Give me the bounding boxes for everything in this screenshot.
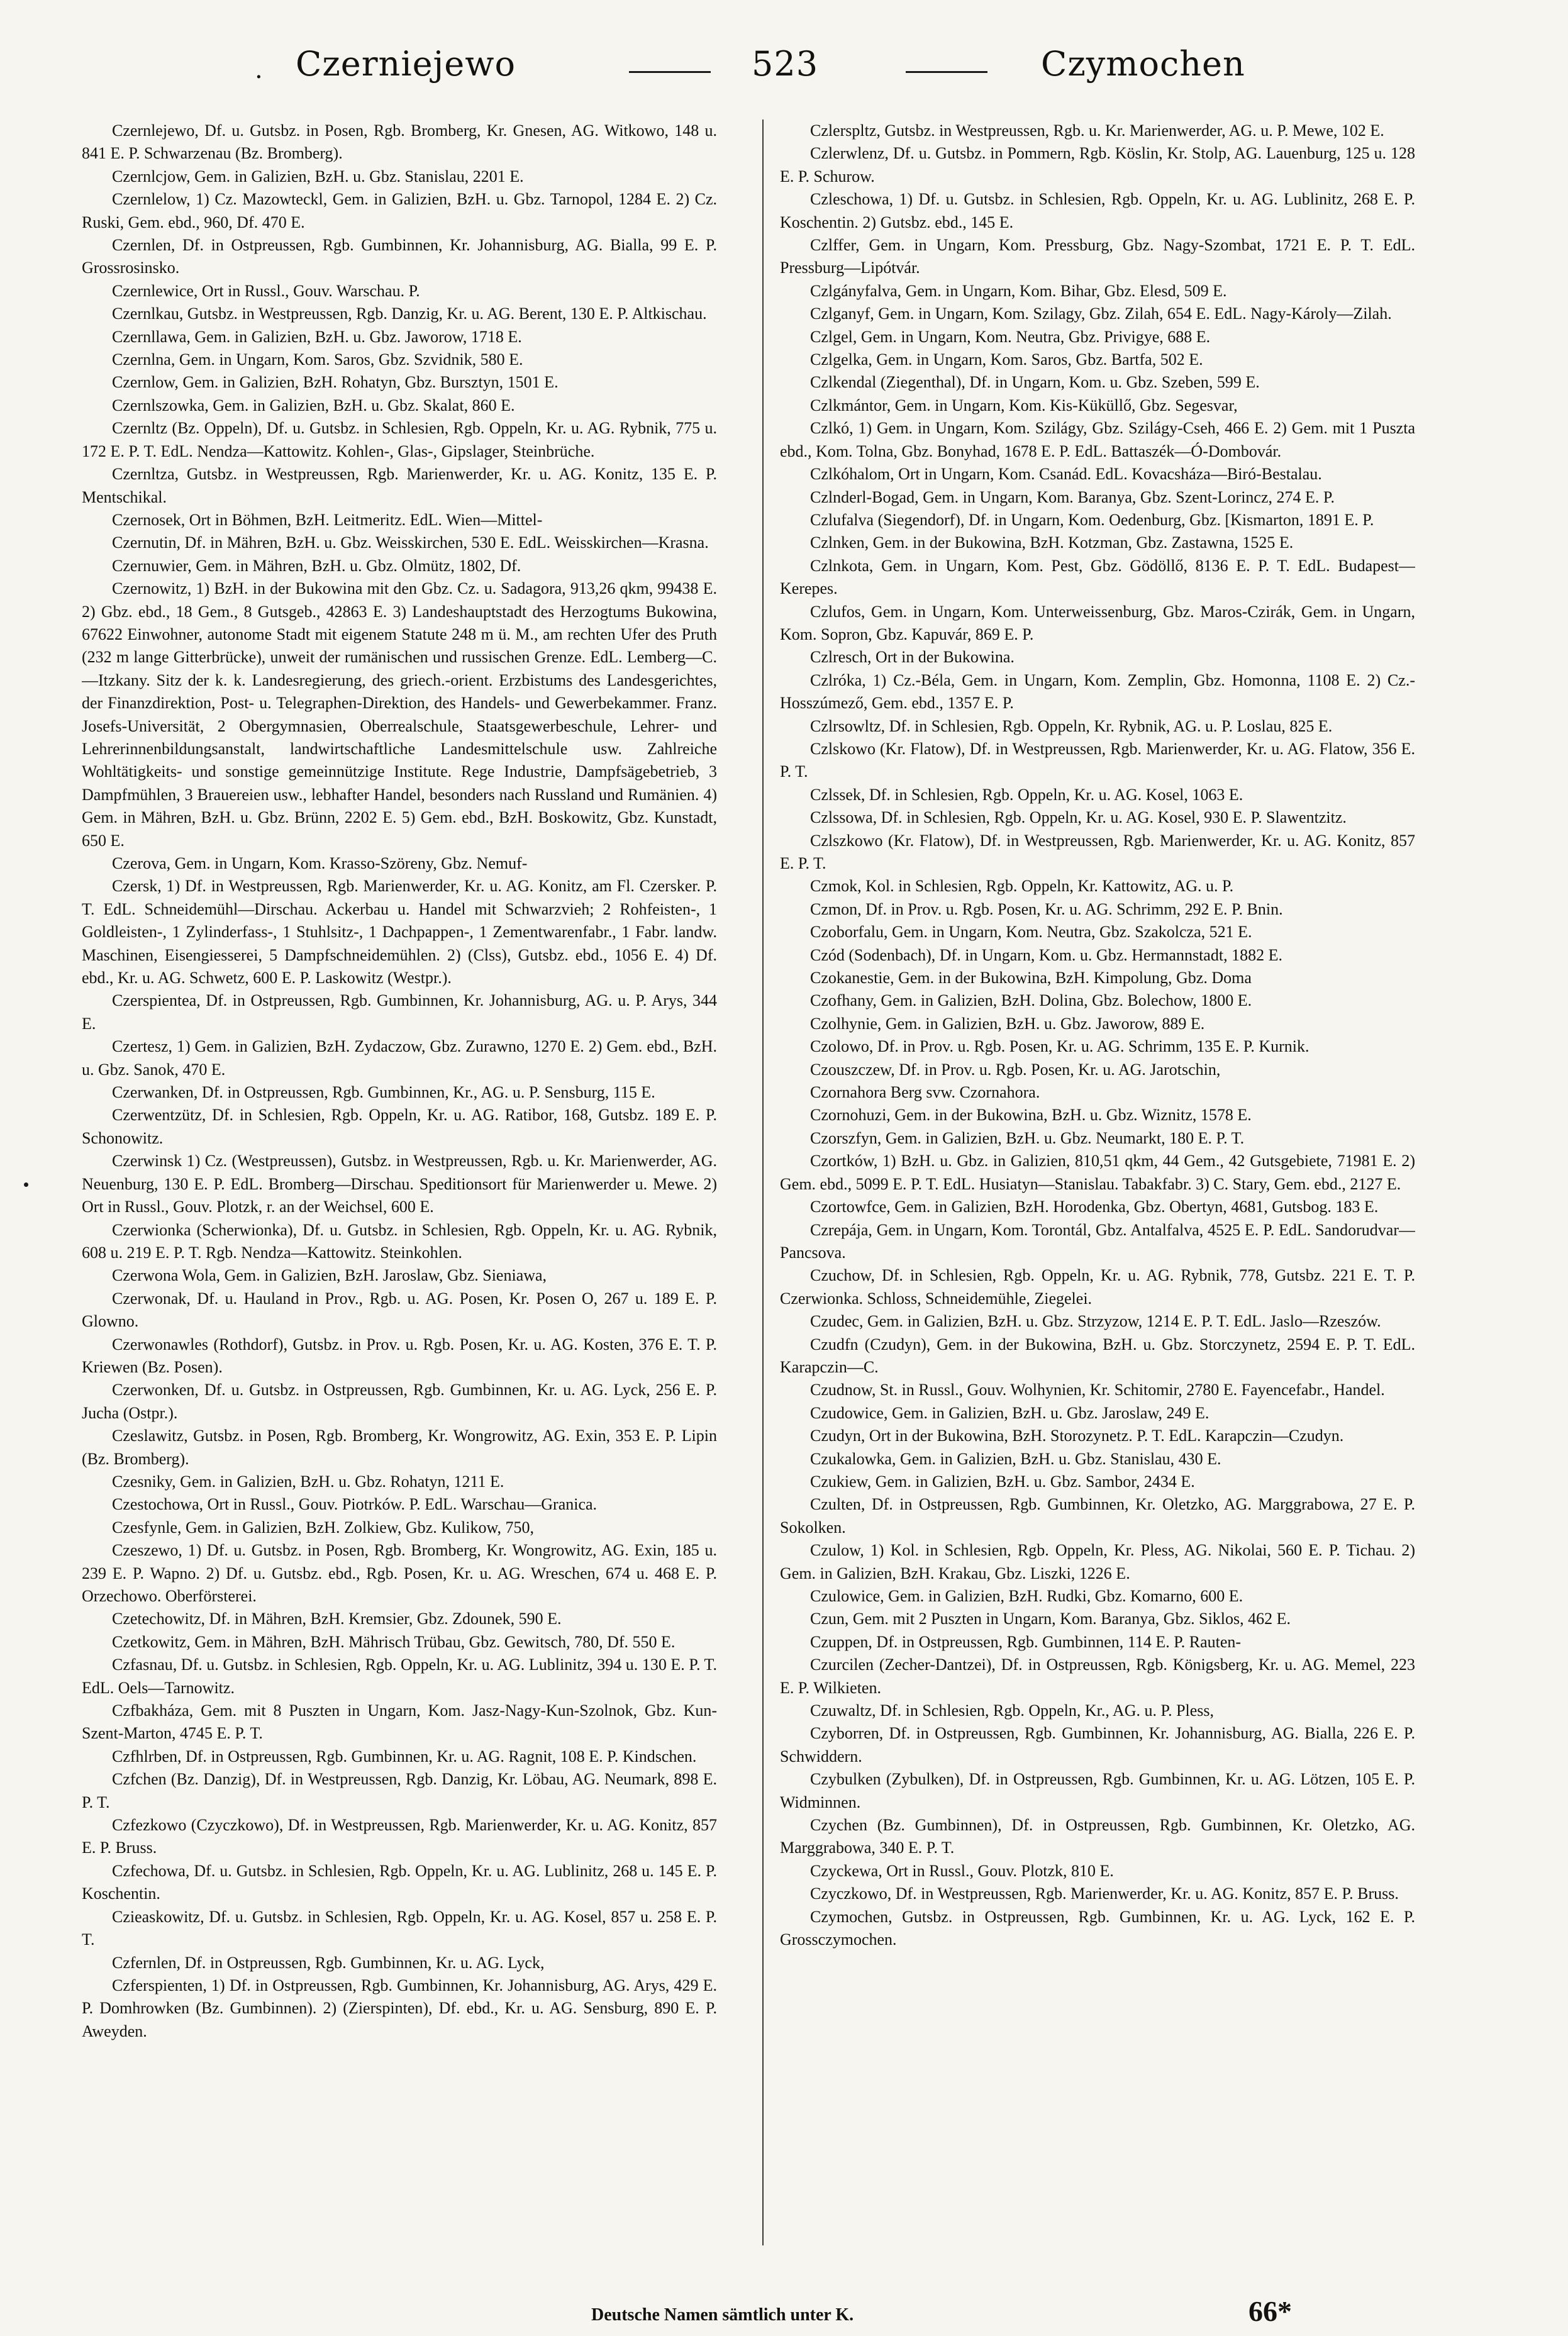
dictionary-entry: Czulowice, Gem. in Galizien, BzH. Rudki, Gbz. Komarno, 600 E. — [810, 1587, 1243, 1605]
footer-note: Deutsche Namen sämtlich unter K. — [591, 2305, 854, 2325]
dictionary-entry: Czortków, 1) BzH. u. Gbz. in Galizien, 810,51 qkm, 44 Gem., 42 Gutsgebiete, 71981 E. 2) Gem. ebd., 5099 E. P. T. EdL. Husiatyn—Stanislau. Tabakfabr. 3) C. Stary, Gem. ebd., 2127 E. — [780, 1152, 1415, 1193]
dictionary-entry: Czlerspltz, Gutsbz. in Westpreussen, Rgb. u. Kr. Marienwerder, AG. u. P. Mewe, 102 E. — [810, 121, 1384, 140]
dictionary-entry: Czlgányfalva, Gem. in Ungarn, Kom. Bihar, Gbz. Elesd, 509 E. — [810, 281, 1227, 300]
dictionary-entry: Czernosek, Ort in Böhmen, BzH. Leitmeritz. EdL. Wien—Mittel- — [112, 510, 543, 529]
dictionary-entry: Czulow, 1) Kol. in Schlesien, Rgb. Oppeln, Kr. Pless, AG. Nikolai, 560 E. P. Tichau. 2) Gem. in Galizien, BzH. Krakau, Gbz. Liszki, 1226 E. — [780, 1541, 1415, 1582]
dictionary-entry: Czlgelka, Gem. in Ungarn, Kom. Saros, Gbz. Bartfa, 502 E. — [810, 350, 1203, 369]
dictionary-entry: Czfbakháza, Gem. mit 8 Puszten in Ungarn, Kom. Jasz-Nagy-Kun-Szolnok, Gbz. Kun-Szent-Marton, 4745 E. P. T. — [82, 1701, 717, 1743]
dictionary-entry: Czlssowa, Df. in Schlesien, Rgb. Oppeln, Kr. u. AG. Kosel, 930 E. P. Slawentzitz. — [810, 808, 1347, 827]
dictionary-entry: Czernuwier, Gem. in Mähren, BzH. u. Gbz. Olmütz, 1802, Df. — [112, 556, 521, 575]
dictionary-entry: Czyckewa, Ort in Russl., Gouv. Plotzk, 810 E. — [810, 1861, 1114, 1880]
dictionary-entry: Czlróka, 1) Cz.-Béla, Gem. in Ungarn, Kom. Zemplin, Gbz. Homonna, 1108 E. 2) Cz.-Hosszúmező, Gem. ebd., 1357 E. P. — [780, 670, 1415, 713]
dictionary-entry: Czun, Gem. mit 2 Puszten in Ungarn, Kom. Baranya, Gbz. Siklos, 462 E. — [810, 1610, 1291, 1628]
dictionary-entry: Czmok, Kol. in Schlesien, Rgb. Oppeln, Kr. Kattowitz, AG. u. P. — [810, 877, 1234, 896]
dictionary-entry: Czieaskowitz, Df. u. Gutsbz. in Schlesien, Rgb. Oppeln, Kr. u. AG. Kosel, 857 u. 258 E. P. T. — [82, 1907, 717, 1949]
dictionary-entry: Czfechowa, Df. u. Gutsbz. in Schlesien, Rgb. Oppeln, Kr. u. AG. Lublinitz, 268 u. 145 E. P. Koschentin. — [82, 1861, 717, 1903]
dictionary-entry: Czymochen, Gutsbz. in Ostpreussen, Rgb. Gumbinnen, Kr. u. AG. Lyck, 162 E. P. Grossczymochen. — [780, 1907, 1415, 1949]
dictionary-entry: Czokanestie, Gem. in der Bukowina, BzH. Kimpolung, Gbz. Doma — [810, 969, 1252, 987]
dictionary-entry: Czerwona Wola, Gem. in Galizien, BzH. Jaroslaw, Gbz. Sieniawa, — [112, 1266, 547, 1285]
header-dash-right — [906, 71, 987, 73]
dictionary-entry: Czerwanken, Df. in Ostpreussen, Rgb. Gumbinnen, Kr., AG. u. P. Sensburg, 115 E. — [112, 1083, 655, 1102]
dictionary-entry: Czfhlrben, Df. in Ostpreussen, Rgb. Gumbinnen, Kr. u. AG. Ragnit, 108 E. P. Kindschen. — [112, 1747, 697, 1766]
dictionary-entry: Czyborren, Df. in Ostpreussen, Rgb. Gumbinnen, Kr. Johannisburg, AG. Bialla, 226 E. P. Schwiddern. — [780, 1724, 1415, 1766]
dictionary-entry: Czlufalva (Siegendorf), Df. in Ungarn, Kom. Oedenburg, Gbz. [Kismarton, 1891 E. P. — [810, 510, 1374, 529]
dictionary-entry: Czoborfalu, Gem. in Ungarn, Kom. Neutra, Gbz. Szakolcza, 521 E. — [810, 923, 1252, 942]
dictionary-entry: Czudfn (Czudyn), Gem. in der Bukowina, BzH. u. Gbz. Storczynetz, 2594 E. P. T. EdL. Karapczin—C. — [780, 1335, 1415, 1376]
dictionary-entry: Czerwonken, Df. u. Gutsbz. in Ostpreussen, Rgb. Gumbinnen, Kr. u. AG. Lyck, 256 E. P. Jucha (Ostpr.). — [82, 1381, 717, 1422]
page-number: 523 — [752, 44, 819, 84]
dictionary-entry: Czlffer, Gem. in Ungarn, Kom. Pressburg, Gbz. Nagy-Szombat, 1721 E. P. T. EdL. Pressburg—Lipótvár. — [780, 236, 1415, 277]
header-left-word: Czerniejewo — [296, 44, 516, 84]
dictionary-entry: Czuwaltz, Df. in Schlesien, Rgb. Oppeln, Kr., AG. u. P. Pless, — [810, 1701, 1215, 1720]
dictionary-entry: Czernlen, Df. in Ostpreussen, Rgb. Gumbinnen, Kr. Johannisburg, AG. Bialla, 99 E. P. Grossrosinsko. — [82, 236, 717, 277]
header-dot-left: . — [255, 55, 263, 84]
dictionary-entry: Czernowitz, 1) BzH. in der Bukowina mit den Gbz. Cz. u. Sadagora, 913,26 qkm, 99438 E. 2) Gbz. ebd., 18 Gem., 8 Gutsgeb., 42863 E. 3) Landeshauptstadt des Herzogtums Bukowina, 67622 Einwohner, autonome Stadt mit eigenem Statute 248 m ü. M., am rechten Ufer des Pruth (232 m lange Gitterbrücke), unweit der rumänischen und russischen Grenze. EdL. Lemberg—C.—Itzkany. Sitz der k. k. Landesregierung, des griech.-orient. Erzbistums des Landesgerichtes, der Finanzdirektion, Post- u. Telegraphen-Direktion, des Handels- und Gewerbekammer. Franz. Josefs-Universität, 2 Obergymnasien, Oberrealschule, Staatsgewerbeschule, Lehrer- und Lehrerinnenbildungsanstalt, landwirtschaftliche Landesmittelschule usw. Zahlreiche Wohltätigkeits- und sonstige gemeinnützige Institute. Rege Industrie, Dampfsägebetrieb, 3 Dampfmühlen, 3 Brauereien usw., lebhafter Handel, besonders nach Russland und Rumänien. 4) Gem. in Mähren, BzH. u. Gbz. Brünn, 2202 E. 5) Gem. ebd., BzH. Boskowitz, Gbz. Kunstadt, 650 E. — [82, 579, 717, 850]
dictionary-entry: Czerwionka (Scherwionka), Df. u. Gutsbz. in Schlesien, Rgb. Oppeln, Kr. u. AG. Rybnik, 608 u. 219 E. P. T. Rgb. Nendza—Kattowitz. Steinkohlen. — [82, 1220, 717, 1262]
dictionary-entry: Czernlcjow, Gem. in Galizien, BzH. u. Gbz. Stanislau, 2201 E. — [112, 167, 524, 186]
dictionary-entry: Czlgel, Gem. in Ungarn, Kom. Neutra, Gbz. Privigye, 688 E. — [810, 327, 1211, 346]
dictionary-entry: Czybulken (Zybulken), Df. in Ostpreussen, Rgb. Gumbinnen, Kr. u. AG. Lötzen, 105 E. P. Widminnen. — [780, 1770, 1415, 1811]
dictionary-entry: Czersk, 1) Df. in Westpreussen, Rgb. Marienwerder, Kr. u. AG. Konitz, am Fl. Czersker. P. T. EdL. Schneidemühl—Dirschau. Ackerbau u. Handel mit Schwarzvieh; 2 Rohfeisten-, 1 Goldleisten-, 1 Zylinderfass-, 1 Stuhlsitz-, 1 Dachpappen-, 1 Zementwarenfabr., 1 Fabr. landw. Maschinen, Eisengiesserei, 5 Dampfschneidemühlen. 2) (Clss), Gutsbz. ebd., 1056 E. 4) Df. ebd., Kr. u. AG. Schwetz, 600 E. P. Laskowitz (Westpr.). — [82, 877, 717, 987]
dictionary-entry: Czlssek, Df. in Schlesien, Rgb. Oppeln, Kr. u. AG. Kosel, 1063 E. — [810, 785, 1243, 804]
dictionary-entry: Czlufos, Gem. in Ungarn, Kom. Unterweissenburg, Gbz. Maros-Czirák, Gem. in Ungarn, Kom. Sopron, Gbz. Kapuvár, 869 E. P. — [780, 602, 1415, 643]
dictionary-entry: Czlkó, 1) Gem. in Ungarn, Kom. Szilágy, Gbz. Szilágy-Cseh, 466 E. 2) Gem. mit 1 Puszta ebd., Kom. Tolna, Gbz. Bonyhad, 1678 E. P. EdL. Battaszék—Ó-Dombovár. — [780, 419, 1415, 460]
dictionary-entry: Czerwinsk 1) Cz. (Westpreussen), Gutsbz. in Westpreussen, Rgb. u. Kr. Marienwerder, AG. Neuenburg, 130 E. P. EdL. Bromberg—Dirschau. Speditionsort für Marienwerder u. Mewe. 2) Ort in Russl., Gouv. Plotzk, r. an der Weichsel, 600 E. — [82, 1152, 717, 1216]
dictionary-entry: Czlresch, Ort in der Bukowina. — [810, 648, 1015, 667]
dictionary-entry: Czrepája, Gem. in Ungarn, Kom. Torontál, Gbz. Antalfalva, 4525 E. P. EdL. Sandorudvar—Pancsova. — [780, 1220, 1415, 1262]
dictionary-entry: Czerwonak, Df. u. Hauland in Prov., Rgb. u. AG. Posen, Kr. Posen O, 267 u. 189 E. P. Glowno. — [82, 1289, 717, 1331]
dictionary-entry: Czesfynle, Gem. in Galizien, BzH. Zolkiew, Gbz. Kulikow, 750, — [112, 1518, 535, 1537]
dictionary-entry: Czernltza, Gutsbz. in Westpreussen, Rgb. Marienwerder, Kr. u. AG. Konitz, 135 E. P. Mentschikal. — [82, 465, 717, 506]
dictionary-entry: Czukiew, Gem. in Galizien, BzH. u. Gbz. Sambor, 2434 E. — [810, 1472, 1195, 1491]
dictionary-entry: Czmon, Df. in Prov. u. Rgb. Posen, Kr. u. AG. Schrimm, 292 E. P. Bnin. — [810, 899, 1283, 918]
dictionary-entry: Czouszczew, Df. in Prov. u. Rgb. Posen, Kr. u. AG. Jarotschin, — [810, 1060, 1221, 1079]
dictionary-entry: Czernlejewo, Df. u. Gutsbz. in Posen, Rgb. Bromberg, Kr. Gnesen, AG. Witkowo, 148 u. 841 E. P. Schwarzenau (Bz. Bromberg). — [82, 121, 717, 163]
dictionary-entry: Czerwonawles (Rothdorf), Gutsbz. in Prov. u. Rgb. Posen, Kr. u. AG. Kosten, 376 E. T. P. Kriewen (Bz. Posen). — [82, 1335, 717, 1376]
dictionary-entry: Czfchen (Bz. Danzig), Df. in Westpreussen, Rgb. Danzig, Kr. Löbau, AG. Neumark, 898 E. P. T. — [82, 1770, 717, 1811]
dictionary-entry: Czernlkau, Gutsbz. in Westpreussen, Rgb. Danzig, Kr. u. AG. Berent, 130 E. P. Altkischau. — [112, 304, 707, 323]
column-divider — [762, 120, 764, 2245]
dictionary-entry: Czetechowitz, Df. in Mähren, BzH. Kremsier, Gbz. Zdounek, 590 E. — [112, 1610, 562, 1628]
header-dash-left — [629, 71, 711, 73]
dictionary-entry: Czferspienten, 1) Df. in Ostpreussen, Rgb. Gumbinnen, Kr. Johannisburg, AG. Arys, 429 E. P. Domhrowken (Bz. Gumbinnen). 2) (Zierspinten), Df. ebd., Kr. u. AG. Sensburg, 890 E. P. Aweyden. — [82, 1976, 717, 2040]
dictionary-entry: Czychen (Bz. Gumbinnen), Df. in Ostpreussen, Rgb. Gumbinnen, Kr. Oletzko, AG. Marggrabowa, 340 E. P. T. — [780, 1816, 1415, 1857]
dictionary-entry: Czlszkowo (Kr. Flatow), Df. in Westpreussen, Rgb. Marienwerder, Kr. u. AG. Konitz, 857 E. P. T. — [780, 831, 1415, 872]
dictionary-entry: Czorszfyn, Gem. in Galizien, BzH. u. Gbz. Neumarkt, 180 E. P. T. — [810, 1128, 1245, 1147]
dictionary-entry: Czeslawitz, Gutsbz. in Posen, Rgb. Bromberg, Kr. Wongrowitz, AG. Exin, 353 E. P. Lipin (Bz. Bromberg). — [82, 1427, 717, 1468]
dictionary-entry: Czlkmántor, Gem. in Ungarn, Kom. Kis-Küküllő, Gbz. Segesvar, — [810, 396, 1238, 414]
dictionary-entry: Czudnow, St. in Russl., Gouv. Wolhynien, Kr. Schitomir, 2780 E. Fayencefabr., Handel. — [810, 1381, 1385, 1399]
dictionary-entry: Czlerwlenz, Df. u. Gutsbz. in Pommern, Rgb. Köslin, Kr. Stolp, AG. Lauenburg, 125 u. 128 E. P. Schurow. — [780, 144, 1415, 186]
dictionary-entry: Czudyn, Ort in der Bukowina, BzH. Storozynetz. P. T. EdL. Karapczin—Czudyn. — [810, 1427, 1344, 1445]
dictionary-entry: Czesniky, Gem. in Galizien, BzH. u. Gbz. Rohatyn, 1211 E. — [112, 1472, 504, 1491]
dictionary-entry: Czlrsowltz, Df. in Schlesien, Rgb. Oppeln, Kr. Rybnik, AG. u. P. Loslau, 825 E. — [810, 716, 1333, 735]
dictionary-entry: Czestochowa, Ort in Russl., Gouv. Piotrków. P. EdL. Warschau—Granica. — [112, 1495, 598, 1514]
dictionary-entry: Czlkendal (Ziegenthal), Df. in Ungarn, Kom. u. Gbz. Szeben, 599 E. — [810, 373, 1260, 392]
dictionary-entry: Czornahora Berg svw. Czornahora. — [810, 1083, 1040, 1102]
dictionary-entry: Czernutin, Df. in Mähren, BzH. u. Gbz. Weisskirchen, 530 E. EdL. Weisskirchen—Krasna. — [112, 533, 709, 552]
dictionary-entry: Czernlna, Gem. in Ungarn, Kom. Saros, Gbz. Szvidnik, 580 E. — [112, 350, 523, 369]
dictionary-entry: Czernlelow, 1) Cz. Mazowteckl, Gem. in Galizien, BzH. u. Gbz. Tarnopol, 1284 E. 2) Cz. Ruski, Gem. ebd., 960, Df. 470 E. — [82, 190, 717, 231]
dictionary-entry: Czetkowitz, Gem. in Mähren, BzH. Mährisch Trübau, Gbz. Gewitsch, 780, Df. 550 E. — [112, 1632, 676, 1651]
dictionary-entry: Czerwentzütz, Df. in Schlesien, Rgb. Oppeln, Kr. u. AG. Ratibor, 168, Gutsbz. 189 E. P. Schonowitz. — [82, 1106, 717, 1147]
dictionary-entry: Czukalowka, Gem. in Galizien, BzH. u. Gbz. Stanislau, 430 E. — [810, 1449, 1221, 1468]
dictionary-entry: Czleschowa, 1) Df. u. Gutsbz. in Schlesien, Rgb. Oppeln, Kr. u. AG. Lublinitz, 268 E. P. Koschentin. 2) Gutsbz. ebd., 145 E. — [780, 190, 1415, 231]
right-column — [780, 120, 1415, 2245]
dictionary-entry: Czortowfce, Gem. in Galizien, BzH. Horodenka, Gbz. Obertyn, 4681, Gutsbog. 183 E. — [810, 1198, 1379, 1216]
dictionary-entry: Czernltz (Bz. Oppeln), Df. u. Gutsbz. in Schlesien, Rgb. Oppeln, Kr. u. AG. Rybnik, 775 u. 172 E. P. T. EdL. Nendza—Kattowitz. Kohlen-, Glas-, Gipslager, Steinbrüche. — [82, 419, 717, 460]
dictionary-entry: Czudowice, Gem. in Galizien, BzH. u. Gbz. Jaroslaw, 249 E. — [810, 1403, 1209, 1422]
dictionary-entry: Czolowo, Df. in Prov. u. Rgb. Posen, Kr. u. AG. Schrimm, 135 E. P. Kurnik. — [810, 1037, 1309, 1056]
dictionary-entry: Czertesz, 1) Gem. in Galizien, BzH. Zydaczow, Gbz. Zurawno, 1270 E. 2) Gem. ebd., BzH. u. Gbz. Sanok, 470 E. — [82, 1037, 717, 1079]
dictionary-entry: Czfernlen, Df. in Ostpreussen, Rgb. Gumbinnen, Kr. u. AG. Lyck, — [112, 1953, 545, 1972]
dictionary-entry: Czlskowo (Kr. Flatow), Df. in Westpreussen, Rgb. Marienwerder, Kr. u. AG. Flatow, 356 E. P. T. — [780, 739, 1415, 781]
dictionary-entry: Czerspientea, Df. in Ostpreussen, Rgb. Gumbinnen, Kr. Johannisburg, AG. u. P. Arys, 344 E. — [82, 991, 717, 1033]
dictionary-entry: Czlganyf, Gem. in Ungarn, Kom. Szilagy, Gbz. Zilah, 654 E. EdL. Nagy-Károly—Zilah. — [810, 304, 1392, 323]
dictionary-entry: Czernlewice, Ort in Russl., Gouv. Warschau. P. — [112, 281, 420, 300]
dictionary-entry: Czlkóhalom, Ort in Ungarn, Kom. Csanád. EdL. Kovacsháza—Biró-Bestalau. — [810, 465, 1322, 484]
dictionary-entry: Czfezkowo (Czyczkowo), Df. in Westpreussen, Rgb. Marienwerder, Kr. u. AG. Konitz, 857 E. P. Bruss. — [82, 1816, 717, 1857]
dictionary-entry: Czlnderl-Bogad, Gem. in Ungarn, Kom. Baranya, Gbz. Szent-Lorincz, 274 E. P. — [810, 487, 1335, 506]
margin-dot — [24, 1182, 28, 1187]
dictionary-entry: Czernllawa, Gem. in Galizien, BzH. u. Gbz. Jaworow, 1718 E. — [112, 327, 522, 346]
dictionary-entry: Czód (Sodenbach), Df. in Ungarn, Kom. u. Gbz. Hermannstadt, 1882 E. — [810, 945, 1282, 964]
dictionary-entry: Czolhynie, Gem. in Galizien, BzH. u. Gbz. Jaworow, 889 E. — [810, 1014, 1205, 1033]
header-right-word: Czymochen — [1041, 44, 1245, 84]
dictionary-entry: Czlnken, Gem. in der Bukowina, BzH. Kotzman, Gbz. Zastawna, 1525 E. — [810, 533, 1294, 552]
dictionary-entry: Czfasnau, Df. u. Gutsbz. in Schlesien, Rgb. Oppeln, Kr. u. AG. Lublinitz, 394 u. 130 E. P. T. EdL. Oels—Tarnowitz. — [82, 1655, 717, 1697]
dictionary-entry: Czornohuzi, Gem. in der Bukowina, BzH. u. Gbz. Wiznitz, 1578 E. — [810, 1106, 1252, 1125]
dictionary-entry: Czlnkota, Gem. in Ungarn, Kom. Pest, Gbz. Gödöllő, 8136 E. P. T. EdL. Budapest—Kerepes. — [780, 556, 1415, 598]
dictionary-entry: Czuchow, Df. in Schlesien, Rgb. Oppeln, Kr. u. AG. Rybnik, 778, Gutsbz. 221 E. T. P. Czerwionka. Schloss, Schneidemühle, Ziegelei. — [780, 1266, 1415, 1308]
left-column — [82, 120, 717, 2245]
dictionary-entry: Czeszewo, 1) Df. u. Gutsbz. in Posen, Rgb. Bromberg, Kr. Wongrowitz, AG. Exin, 185 u. 239 E. P. Wapno. 2) Df. u. Gutsbz. ebd., Rgb. Posen, Kr. u. AG. Wreschen, 674 u. 468 E. P. Orzechowo. Oberförsterei. — [82, 1541, 717, 1605]
dictionary-entry: Czerova, Gem. in Ungarn, Kom. Krasso-Szöreny, Gbz. Nemuf- — [112, 854, 528, 872]
dictionary-entry: Czofhany, Gem. in Galizien, BzH. Dolina, Gbz. Bolechow, 1800 E. — [810, 991, 1252, 1010]
signature-mark: 66* — [1248, 2295, 1292, 2327]
dictionary-entry: Czulten, Df. in Ostpreussen, Rgb. Gumbinnen, Kr. Oletzko, AG. Marggrabowa, 27 E. P. Sokolken. — [780, 1495, 1415, 1537]
dictionary-entry: Czuppen, Df. in Ostpreussen, Rgb. Gumbinnen, 114 E. P. Rauten- — [810, 1632, 1242, 1651]
dictionary-entry: Czurcilen (Zecher-Dantzei), Df. in Ostpreussen, Rgb. Königsberg, Kr. u. AG. Memel, 223 E. P. Wilkieten. — [780, 1655, 1415, 1697]
dictionary-entry: Czernlszowka, Gem. in Galizien, BzH. u. Gbz. Skalat, 860 E. — [112, 396, 515, 414]
dictionary-entry: Czernlow, Gem. in Galizien, BzH. Rohatyn, Gbz. Bursztyn, 1501 E. — [112, 373, 559, 392]
dictionary-entry: Czudec, Gem. in Galizien, BzH. u. Gbz. Strzyzow, 1214 E. P. T. EdL. Jaslo—Rzeszów. — [810, 1312, 1381, 1331]
dictionary-entry: Czyczkowo, Df. in Westpreussen, Rgb. Marienwerder, Kr. u. AG. Konitz, 857 E. P. Bruss. — [810, 1884, 1399, 1903]
